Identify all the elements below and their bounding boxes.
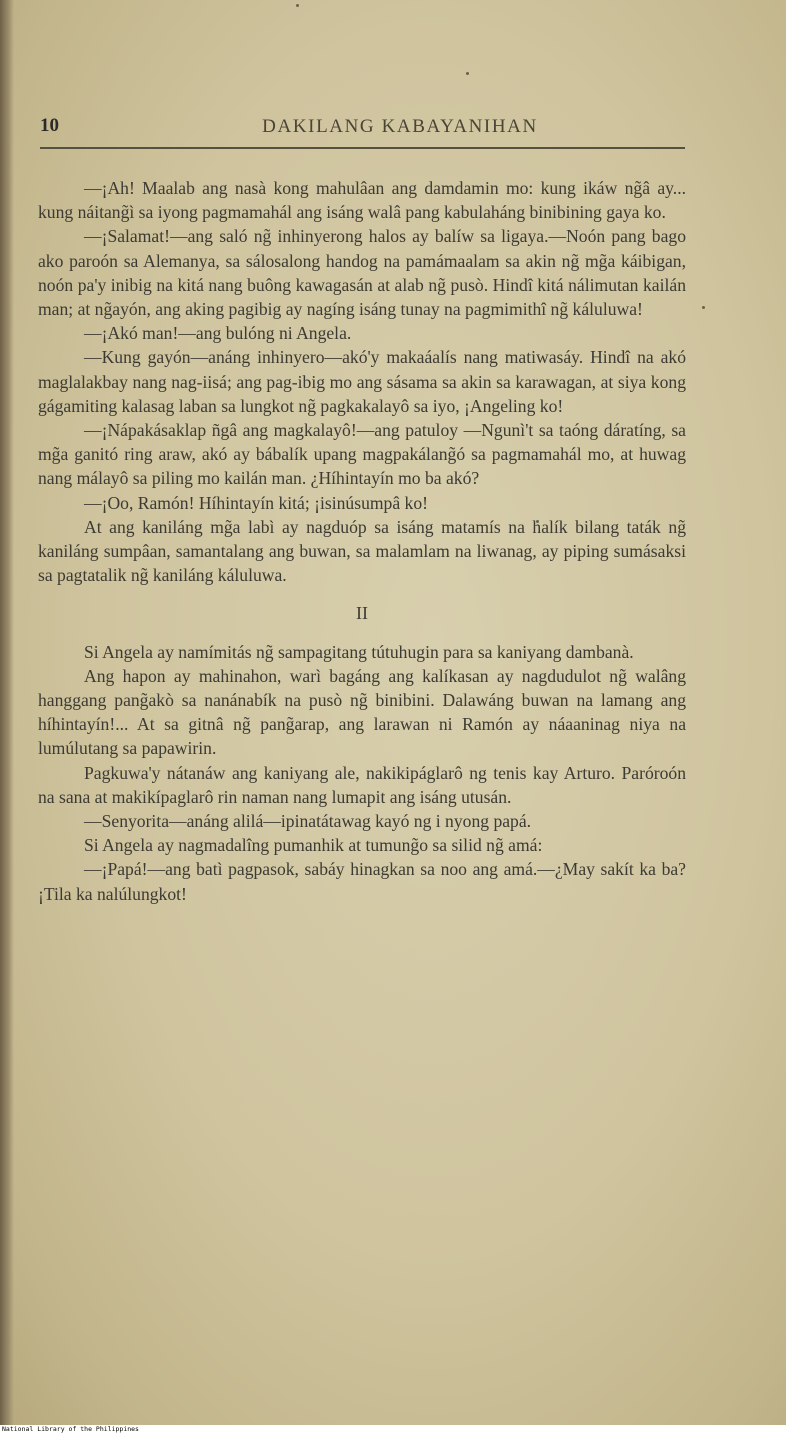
paragraph: —¡Ah! Maalab ang nasà kong mahulâan ang damdamin mo: kung ikáw ng̃â ay... kung náitang̃ì sa iyong pagmamahál ang isáng walâ pang kabulaháng binibining gaya ko. <box>38 178 686 223</box>
paper-speck <box>466 72 469 75</box>
body-text <box>38 176 686 906</box>
running-title: DAKILANG KABAYANIHAN <box>262 116 538 137</box>
paragraph: —Senyorita—anáng alilá—ipinatátawag kayó ng i nyong papá. <box>84 811 532 832</box>
paragraph: Ang hapon ay mahinahon, warì bagáng ang kalíkasan ay nagdudulot ng̃ walâng hanggang pang̃akò sa nanánabík na pusò ng̃ binibini. Dalawáng buwan na lamang ang híhintayín!... At sa gitnâ ng̃ pang̃arap, ang larawan ni Ramón ay náaaninag niya na lumúlutang sa papawirin. <box>38 665 686 759</box>
paragraph: —¡Akó man!—ang bulóng ni Angela. <box>84 323 352 344</box>
paragraph: Si Angela ay nagmadalîng pumanhik at tumung̃o sa silid ng̃ amá: <box>84 835 543 856</box>
paragraph: —¡Oo, Ramón! Híhintayín kitá; ¡isinúsumpâ ko! <box>84 492 429 513</box>
page-number: 10 <box>40 115 59 136</box>
paragraph: —Kung gayón—anáng inhinyero—akó'y makaáalís nang matiwasáy. Hindî na akó maglalakbay nang nag-iisá; ang pag-ibig mo ang sásama sa akin sa karawagan, at siya kong gágamiting kalasag laban sa lungkot ng̃ pagkakalayô sa iyo, ¡Angeling ko! <box>38 347 686 416</box>
page-spine-shadow <box>0 0 14 1425</box>
paper-speck <box>702 306 705 309</box>
paragraph: —¡Papá!—ang batì pagpasok, sabáy hinagkan sa noo ang amá.—¿May sakít ka ba? ¡Tila ka nalúlungkot! <box>38 859 686 904</box>
paper-speck <box>296 4 299 7</box>
page-header <box>40 115 685 143</box>
paragraph: —¡Nápakásaklap ñgâ ang magkalayô!—ang patuloy —Ngunì't sa taóng dáratíng, sa mg̃a ganitó ring araw, akó ay bábalík upang magpakálang̃ó sa pagmamahál mo, at huwag nang málayô sa piling mo kailán man. ¿Híhintayín mo ba akó? <box>38 420 686 489</box>
paragraph: At ang kaniláng mg̃a labì ay nagduóp sa isáng matamís na halík bilang taták ng̃ kaniláng sumpâan, samantalang ang buwan, sa malamlam na liwanag, ay piping sumásaksi sa pagtatalik ng̃ kaniláng káluluwa. <box>38 516 686 586</box>
section-numeral: II <box>356 603 368 624</box>
paragraph: —¡Salamat!—ang saló ng̃ inhinyerong halos ay balíw sa ligaya.—Noón pang bago ako paroón sa Alemanya, sa sálosalong handog na pamámaalam sa akin ng̃ mg̃a káibigan, noón pa'y inibig na kitá nang buông kawagasán at alab ng̃ pusò. Hindî kitá nálimutan kailán man; at ng̃ayón, ang aking pagibig ay nagíng isáng tunay na pagmimithî ng̃ káluluwa! <box>38 226 686 320</box>
library-credit: National Library of the Philippines <box>2 1425 139 1433</box>
paragraph: Si Angela ay namímitás ng̃ sampagitang tútuhugin para sa kaniyang dambanà. <box>84 641 634 662</box>
paragraph: Pagkuwa'y nátanáw ang kaniyang ale, nakikipáglarô ng tenis kay Arturo. Paróroón na sana at makikípaglarô rin naman nang lumapit ang isáng utusán. <box>38 762 686 807</box>
header-rule <box>40 147 685 149</box>
